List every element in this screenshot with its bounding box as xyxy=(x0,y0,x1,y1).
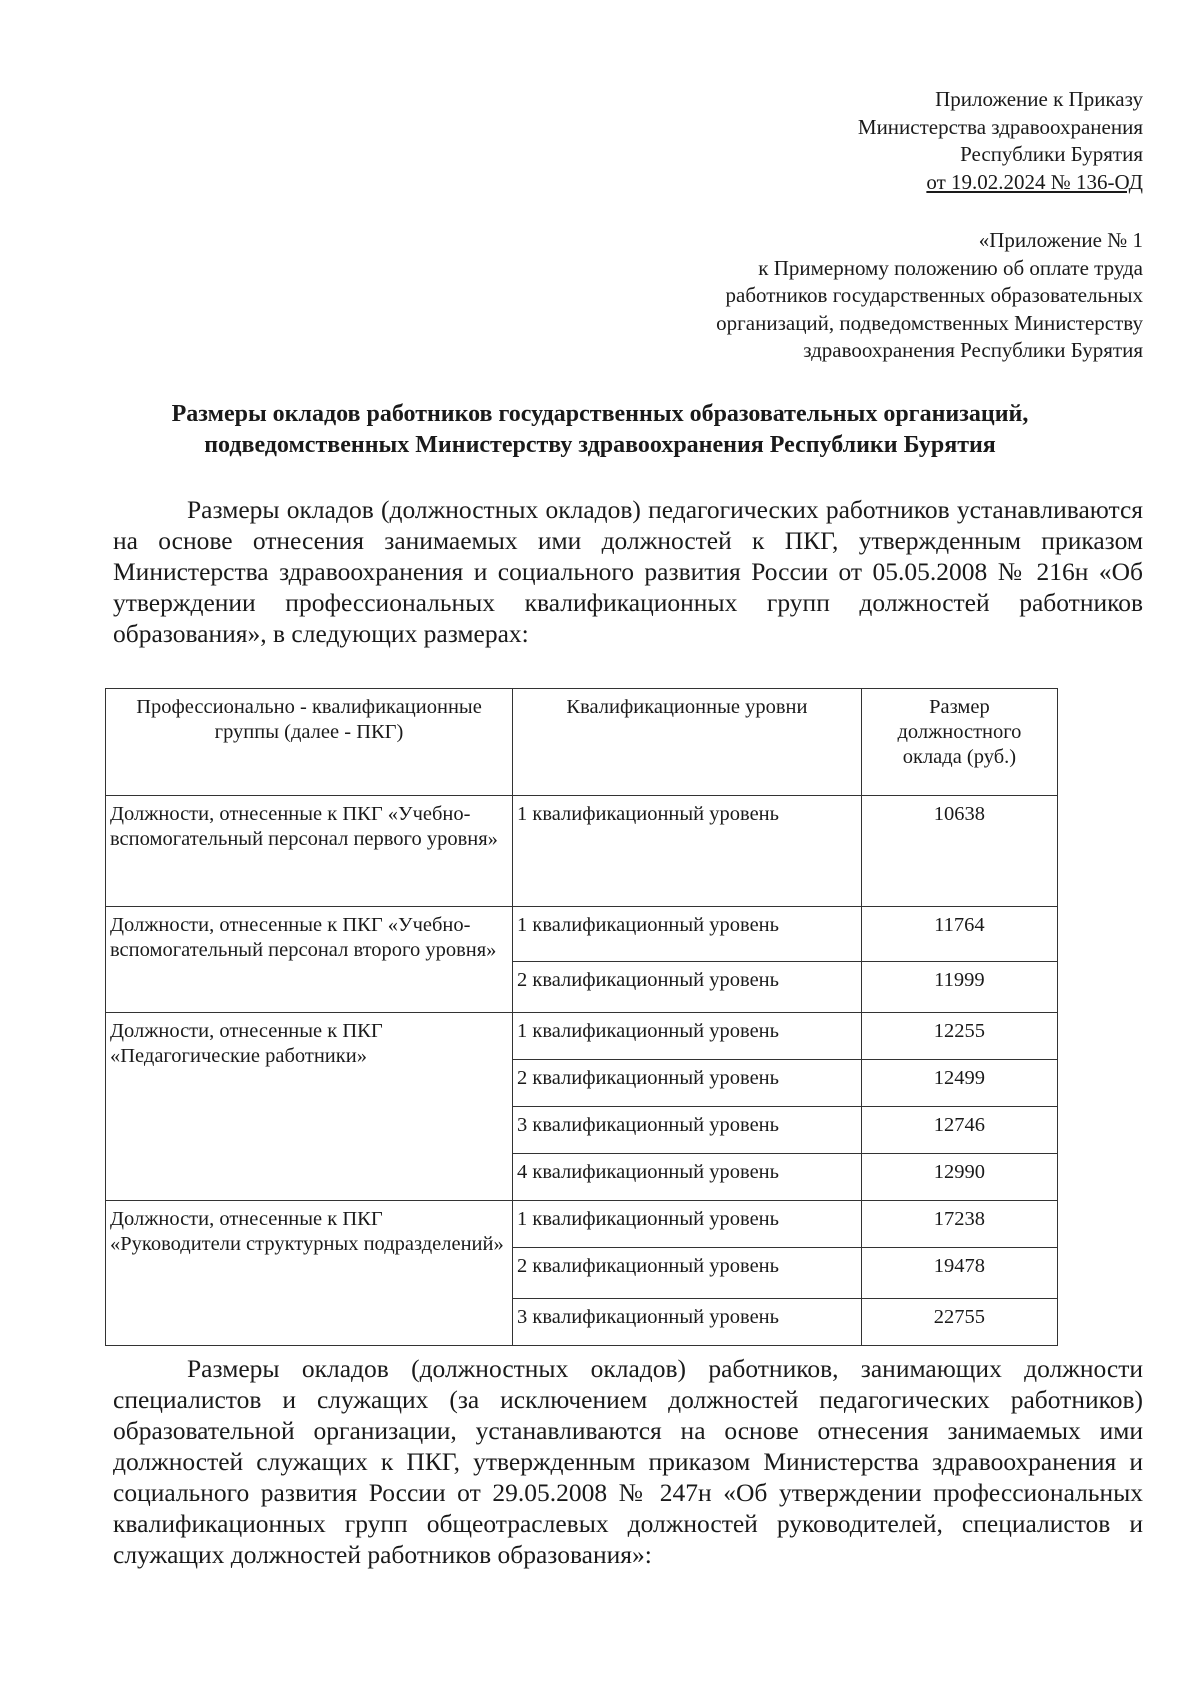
amount-cell: 12746 xyxy=(861,1107,1057,1154)
group-name: Должности, отнесенные к ПКГ «Учебно-вспомогательный персонал второго уровня» xyxy=(106,907,513,1013)
document-title xyxy=(60,399,1140,461)
level-cell: 2 квалификационный уровень xyxy=(513,962,862,1013)
document-title-line: подведомственных Министерству здравоохранения Республики Бурятия xyxy=(204,432,996,458)
appendix-header-line: к Примерному положению об оплате труда xyxy=(758,255,1143,280)
level-cell: 1 квалификационный уровень xyxy=(513,907,862,962)
table-row xyxy=(106,907,1058,962)
header-group: Профессионально - квалификационные группы (далее - ПКГ) xyxy=(106,689,513,796)
appendix-header-line: организаций, подведомственных Министерству xyxy=(716,310,1143,335)
amount-cell: 19478 xyxy=(861,1248,1057,1299)
order-header xyxy=(858,86,1143,196)
level-cell: 1 квалификационный уровень xyxy=(513,1201,862,1248)
level-cell: 2 квалификационный уровень xyxy=(513,1060,862,1107)
intro-paragraph: Размеры окладов (должностных окладов) педагогических работников устанавливаются на основе отнесения занимаемых ими должностей к ПКГ, утвержденным приказом Министерства здравоохранения и социального развития России от 05.05.2008 № 216н «Об утверждении профессиональных квалификационных групп должностей работников образования», в следующих размерах: xyxy=(113,495,1143,648)
table-row xyxy=(106,1201,1058,1248)
order-header-line: Приложение к Приказу xyxy=(935,87,1143,111)
salary-table xyxy=(105,688,1058,1346)
level-cell: 3 квалификационный уровень xyxy=(513,1107,862,1154)
amount-cell: 12990 xyxy=(861,1154,1057,1201)
group-name: Должности, отнесенные к ПКГ «Руководители структурных подразделений» xyxy=(106,1201,513,1346)
header-level: Квалификационные уровни xyxy=(513,689,862,796)
table-row xyxy=(106,796,1058,907)
document-title-line: Размеры окладов работников государственных образовательных организаций, xyxy=(171,401,1029,427)
amount-cell: 11999 xyxy=(861,962,1057,1013)
table-header-row xyxy=(106,689,1058,796)
amount-cell: 12499 xyxy=(861,1060,1057,1107)
second-paragraph: Размеры окладов (должностных окладов) работников, занимающих должности специалистов и служащих (за исключением должностей педагогических работников) образовательной организации, устанавливаются на основе отнесения занимаемых ими должностей служащих к ПКГ, утвержденным приказом Министерства здравоохранения и социального развития России от 29.05.2008 № 247н «Об утверждении профессиональных квалификационных групп общеотраслевых должностей руководителей, специалистов и служащих должностей работников образования»: xyxy=(113,1354,1143,1569)
amount-cell: 10638 xyxy=(861,796,1057,907)
order-header-line: Республики Бурятия xyxy=(960,142,1143,166)
amount-cell: 12255 xyxy=(861,1013,1057,1060)
header-amount: Размер должностного оклада (руб.) xyxy=(861,689,1057,796)
order-reference: от 19.02.2024 № 136-ОД xyxy=(926,169,1143,194)
level-cell: 2 квалификационный уровень xyxy=(513,1248,862,1299)
amount-cell: 22755 xyxy=(861,1299,1057,1346)
order-header-line: Министерства здравоохранения xyxy=(857,114,1143,139)
table-row xyxy=(106,1013,1058,1060)
level-cell: 1 квалификационный уровень xyxy=(513,796,862,907)
appendix-header xyxy=(716,227,1143,365)
appendix-header-line: работников государственных образовательных xyxy=(725,283,1143,307)
amount-cell: 11764 xyxy=(861,907,1057,962)
amount-cell: 17238 xyxy=(861,1201,1057,1248)
level-cell: 4 квалификационный уровень xyxy=(513,1154,862,1201)
group-name: Должности, отнесенные к ПКГ «Педагогические работники» xyxy=(106,1013,513,1201)
level-cell: 1 квалификационный уровень xyxy=(513,1013,862,1060)
appendix-header-line: «Приложение № 1 xyxy=(978,228,1143,252)
level-cell: 3 квалификационный уровень xyxy=(513,1299,862,1346)
group-name: Должности, отнесенные к ПКГ «Учебно-вспомогательный персонал первого уровня» xyxy=(106,796,513,907)
appendix-header-line: здравоохранения Республики Бурятия xyxy=(803,338,1143,362)
